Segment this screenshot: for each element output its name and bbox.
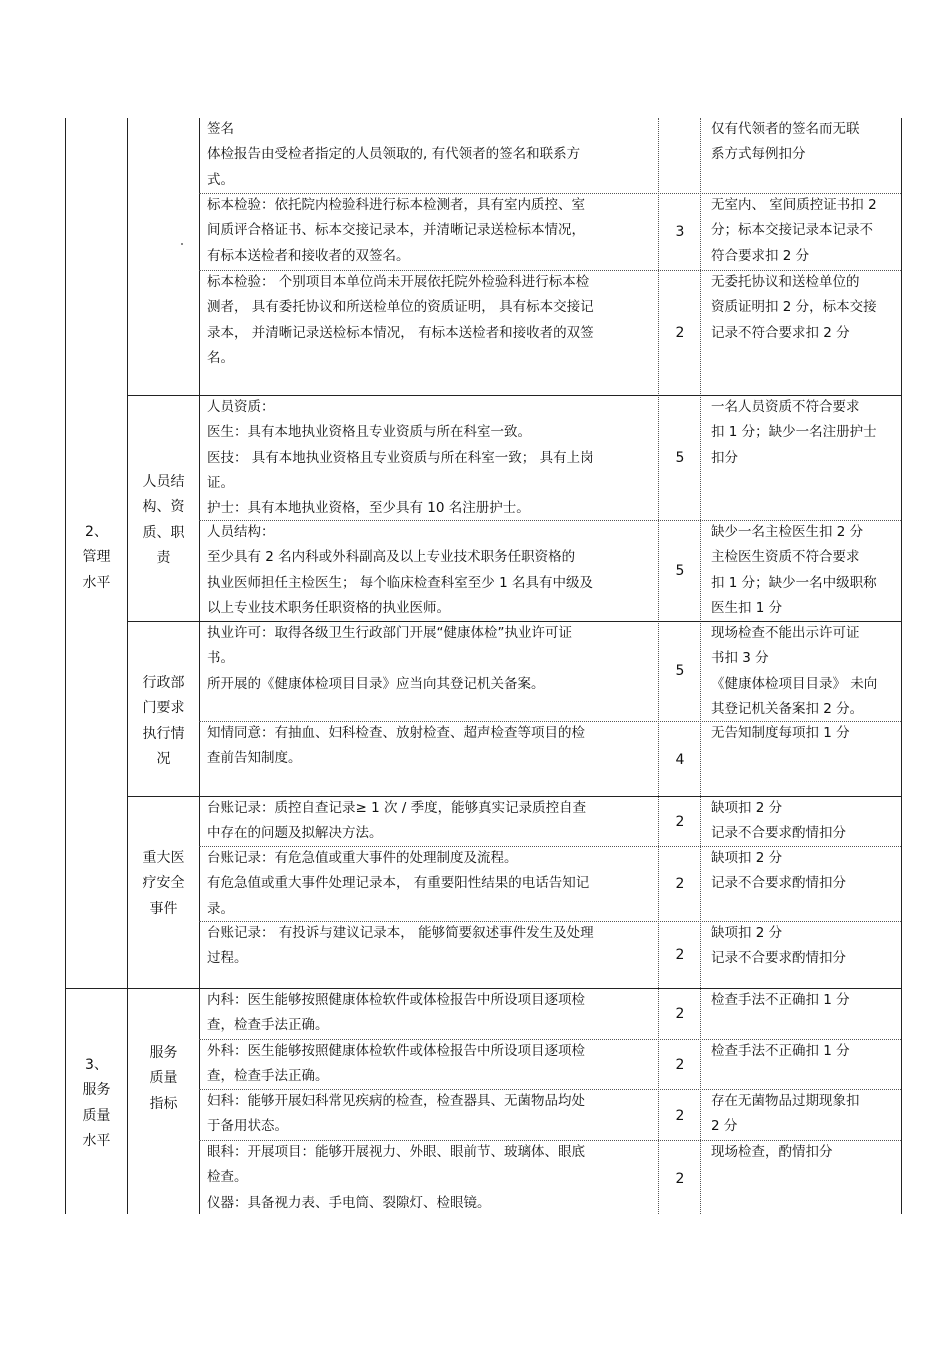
score-cell: 2 (675, 947, 685, 963)
score-cell: 3 (675, 224, 685, 240)
sub-category-service-indicators: 服务 质量 指标 (149, 1045, 178, 1112)
criteria-cell: 眼科：开展项目：能够开展视力、外眼、眼前节、玻璃体、眼底 检查。 仪器：具备视力表、手电筒、裂隙灯、检眼镜。 (207, 1144, 585, 1211)
score-cell: 2 (675, 1006, 685, 1022)
deduction-cell: 无委托协议和送检单位的 资质证明扣 2 分，标本交接 记录不符合要求扣 2 分 (711, 274, 877, 341)
criteria-cell: 签名 体检报告由受检者指定的人员领取的, 有代领者的签名和联系方 式。 (207, 121, 581, 188)
deduction-cell: 存在无菌物品过期现象扣 2 分 (711, 1093, 860, 1135)
criteria-cell: 内科：医生能够按照健康体检软件或体检报告中所设项目逐项检 查，检查手法正确。 (207, 992, 585, 1034)
criteria-cell: 人员资质： 医生：具有本地执业资格且专业资质与所在科室一致。 医技： 具有本地执业资格且专业资质与所在科室一致； 具有上岗 证。 护士：具有本地执业资格，至少具有 10 名注册护士。 (207, 399, 594, 517)
criteria-cell: 妇科：能够开展妇科常见疾病的检查，检查器具、无菌物品均处 于备用状态。 (207, 1093, 585, 1135)
deduction-cell: 无告知制度每项扣 1 分 (711, 725, 850, 741)
score-cell: 2 (675, 1171, 685, 1187)
criteria-cell: 台账记录：有危急值或重大事件的处理制度及流程。 有危急值或重大事件处理记录本， 有重要阳性结果的电话告知记 录。 (207, 850, 590, 917)
score-cell: 2 (675, 814, 685, 830)
scan-speck (181, 243, 183, 245)
deduction-cell: 一名人员资质不符合要求 扣 1 分；缺少一名注册护士 扣分 (711, 399, 877, 466)
column-divider-sub (199, 118, 200, 1214)
deduction-cell: 缺项扣 2 分 记录不合要求酌情扣分 (711, 925, 846, 967)
score-cell: 2 (675, 876, 685, 892)
criteria-cell: 标本检验：依托院内检验科进行标本检测者，具有室内质控、室 间质评合格证书、标本交接记录本，并清晰记录送检标本情况， 有标本送检者和接收者的双签名。 (207, 197, 585, 264)
deduction-cell: 检查手法不正确扣 1 分 (711, 992, 850, 1008)
deduction-cell: 无室内、 室间质控证书扣 2 分；标本交接记录本记录不 符合要求扣 2 分 (711, 197, 877, 264)
deduction-cell: 缺项扣 2 分 记录不合要求酌情扣分 (711, 800, 846, 842)
deduction-cell: 检查手法不正确扣 1 分 (711, 1043, 850, 1059)
table-right-border (901, 118, 902, 1214)
criteria-cell: 台账记录：质控自查记录≥ 1 次 / 季度，能够真实记录质控自查 中存在的问题及拟解决方法。 (207, 800, 587, 842)
score-cell: 5 (675, 663, 685, 679)
score-cell: 4 (675, 752, 685, 768)
deduction-cell: 仅有代领者的签名而无联 系方式每例扣分 (711, 121, 860, 163)
deduction-cell: 现场检查不能出示许可证 书扣 3 分 《健康体检项目目录》 未向 其登记机关备案扣 2 分。 (711, 625, 878, 717)
sub-category-safety-events: 重大医 疗安全 事件 (142, 850, 185, 917)
main-category-service-quality: 3、 服务 质量 水平 (82, 1057, 111, 1149)
score-cell: 2 (675, 1057, 685, 1073)
deduction-cell: 缺项扣 2 分 记录不合要求酌情扣分 (711, 850, 846, 892)
sub-category-personnel: 人员结 构、资 质、职 责 (142, 474, 185, 566)
score-cell: 5 (675, 450, 685, 466)
score-cell: 2 (675, 325, 685, 341)
main-category-management: 2、 管理 水平 (82, 524, 111, 591)
criteria-cell: 人员结构： 至少具有 2 名内科或外科副高及以上专业技术职务任职资格的 执业医师担任主检医生； 每个临床检查科室至少 1 名具有中级及 以上专业技术职务任职资格的执业医师。 (207, 524, 593, 616)
table-left-border (65, 118, 66, 1214)
criteria-cell: 执业许可：取得各级卫生行政部门开展“健康体检”执业许可证 书。 所开展的《健康体检项目目录》应当向其登记机关备案。 (207, 625, 572, 692)
criteria-cell: 知情同意：有抽血、妇科检查、放射检查、超声检查等项目的检 查前告知制度。 (207, 725, 585, 767)
score-cell: 5 (675, 563, 685, 579)
criteria-cell: 标本检验： 个别项目本单位尚未开展依托院外检验科进行标本检 测者， 具有委托协议和所送检单位的资质证明， 具有标本交接记 录本， 并清晰记录送检标本情况， 有标本送检者和接收者的双签 名。 (207, 274, 594, 366)
criteria-cell: 外科：医生能够按照健康体检软件或体检报告中所设项目逐项检 查，检查手法正确。 (207, 1043, 585, 1085)
deduction-cell: 现场检查，酌情扣分 (711, 1144, 833, 1160)
sub-category-administrative: 行政部 门要求 执行情 况 (142, 675, 185, 767)
criteria-cell: 台账记录： 有投诉与建议记录本， 能够简要叙述事件发生及处理 过程。 (207, 925, 594, 967)
score-cell: 2 (675, 1108, 685, 1124)
deduction-cell: 缺少一名主检医生扣 2 分 主检医生资质不符合要求 扣 1 分；缺少一名中级职称 医生扣 1 分 (711, 524, 877, 616)
